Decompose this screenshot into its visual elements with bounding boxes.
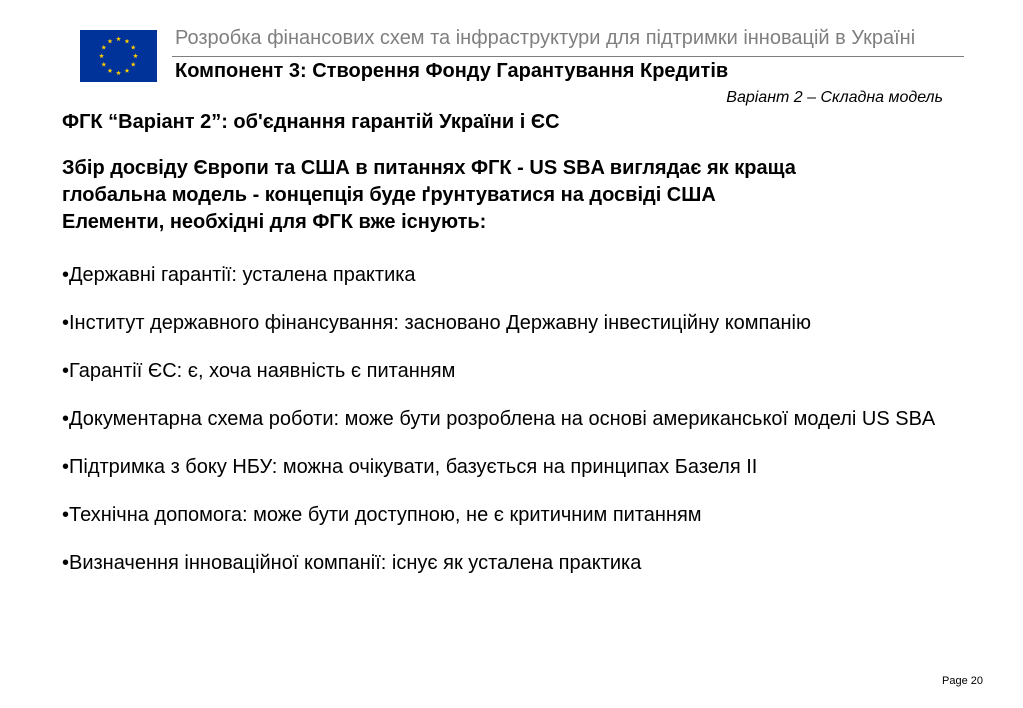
bullet-item: •Підтримка з боку НБУ: можна очікувати, базується на принципах Базеля II <box>62 456 758 478</box>
eu-flag-stars <box>80 30 157 82</box>
component-title: Компонент 3: Створення Фонду Гарантування Кредитів <box>175 60 729 82</box>
intro-line: Збір досвіду Європи та США в питаннях ФГК - US SBA виглядає як краща <box>62 157 796 179</box>
intro-line: Елементи, необхідні для ФГК вже існують: <box>62 211 487 233</box>
header-divider <box>172 56 964 57</box>
star-icon <box>133 53 138 58</box>
star-icon <box>131 62 136 67</box>
star-icon <box>108 39 113 44</box>
star-icon <box>108 68 113 73</box>
page-number: Page 20 <box>942 675 983 687</box>
star-icon <box>101 45 106 50</box>
star-icon <box>125 39 130 44</box>
slide-heading: ФГК “Варіант 2”: об'єднання гарантій України і ЄС <box>62 111 560 133</box>
star-icon <box>116 36 121 41</box>
slide-content <box>62 110 962 598</box>
star-icon <box>131 45 136 50</box>
bullet-item: •Визначення інноваційної компанії: існує як усталена практика <box>62 552 642 574</box>
bullet-item: •Документарна схема роботи: може бути розроблена на основі американської моделі US SBA <box>62 408 936 430</box>
variant-label: Варіант 2 – Складна модель <box>726 89 943 106</box>
intro-paragraph <box>62 155 962 236</box>
star-icon <box>99 53 104 58</box>
eu-flag-icon <box>80 30 157 82</box>
bullet-item: •Гарантії ЄС: є, хоча наявність є питанням <box>62 360 456 382</box>
star-icon <box>125 68 130 73</box>
bullet-list <box>62 262 962 577</box>
star-icon <box>101 62 106 67</box>
star-icon <box>116 70 121 75</box>
project-title: Розробка фінансових схем та інфраструктури для підтримки інновацій в Україні <box>175 27 916 49</box>
bullet-item: •Інститут державного фінансування: засновано Державну інвестиційну компанію <box>62 312 811 334</box>
intro-line: глобальна модель - концепція буде ґрунтуватися на досвіді США <box>62 184 716 206</box>
bullet-item: •Технічна допомога: може бути доступною, не є критичним питанням <box>62 504 702 526</box>
bullet-item: •Державні гарантії: усталена практика <box>62 264 416 286</box>
